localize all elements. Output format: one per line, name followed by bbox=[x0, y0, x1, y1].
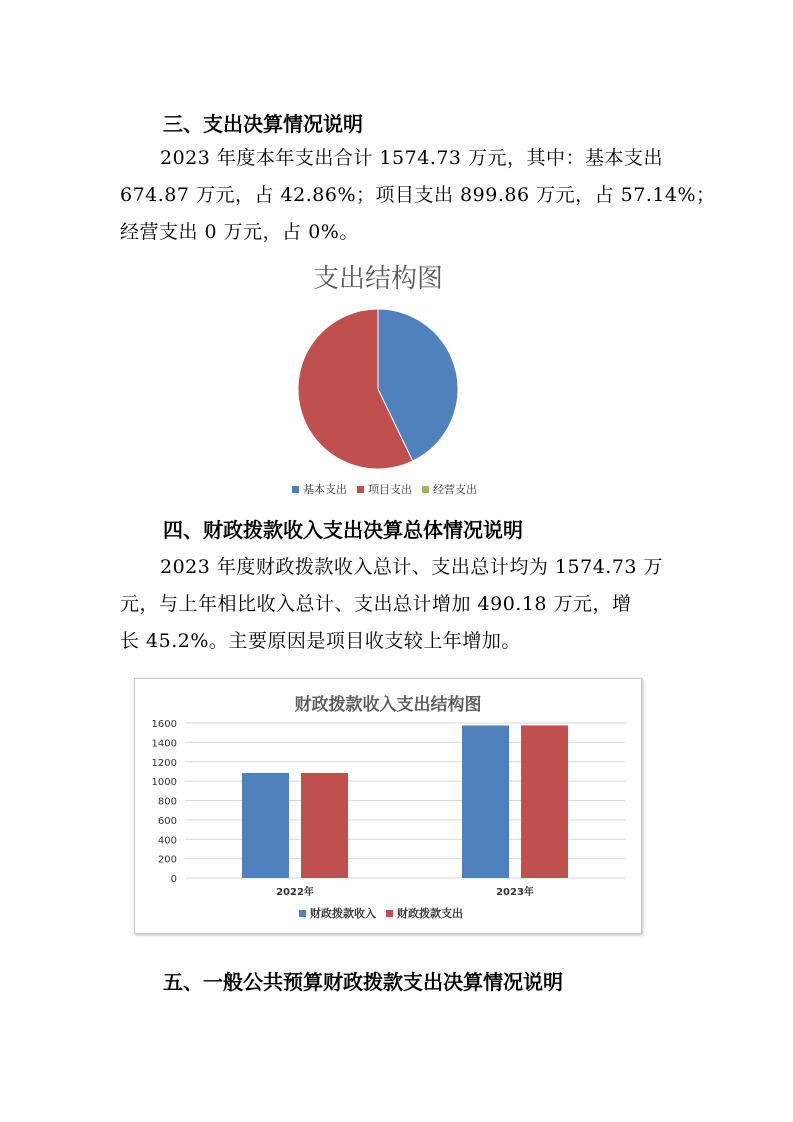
section4-paragraph bbox=[120, 549, 680, 660]
pie-legend-swatch bbox=[292, 486, 299, 493]
bar-chart bbox=[135, 679, 641, 933]
y-tick-label: 400 bbox=[157, 835, 177, 847]
pie-legend-swatch bbox=[357, 486, 364, 493]
section4-line-1: 2023 年度财政拨款收入总计、支出总计均为 1574.73 万 bbox=[160, 556, 664, 578]
section3-paragraph bbox=[120, 140, 716, 251]
bar bbox=[242, 773, 289, 878]
y-tick-label: 1000 bbox=[151, 777, 177, 789]
y-tick-label: 1200 bbox=[151, 757, 177, 769]
bar bbox=[462, 725, 509, 878]
pie-legend-item bbox=[422, 481, 477, 497]
y-tick-label: 0 bbox=[170, 874, 177, 885]
pie-legend-label: 项目支出 bbox=[368, 483, 412, 496]
section3-heading: 三、支出决算情况说明 bbox=[163, 112, 363, 136]
section3-line-1: 2023 年度本年支出合计 1574.73 万元，其中：基本支出 bbox=[160, 147, 664, 169]
section5-heading: 五、一般公共预算财政拨款支出决算情况说明 bbox=[163, 970, 563, 994]
pie-legend-label: 经营支出 bbox=[433, 483, 477, 496]
section3-line-2: 674.87 万元，占 42.86%；项目支出 899.86 万元，占 57.14%； bbox=[120, 184, 716, 206]
bar-chart-frame bbox=[134, 678, 642, 934]
pie-legend-label: 基本支出 bbox=[303, 483, 347, 496]
pie-chart-title: 支出结构图 bbox=[312, 264, 443, 294]
bar-legend-label: 财政拨款收入 bbox=[310, 907, 376, 920]
bar bbox=[301, 773, 348, 878]
pie-legend-swatch bbox=[422, 486, 429, 493]
bar-legend-item bbox=[386, 905, 463, 921]
y-tick-label: 1600 bbox=[151, 719, 177, 730]
pie-legend-item bbox=[292, 481, 347, 497]
bar-legend-swatch bbox=[386, 910, 393, 917]
section3-line-3: 经营支出 0 万元，占 0%。 bbox=[120, 221, 359, 243]
bar-chart-title: 财政拨款收入支出结构图 bbox=[294, 695, 482, 715]
x-tick-label: 2022年 bbox=[276, 887, 314, 898]
bar-legend-label: 财政拨款支出 bbox=[397, 907, 463, 920]
bar-legend bbox=[299, 905, 463, 921]
section4-heading: 四、财政拨款收入支出决算总体情况说明 bbox=[163, 518, 523, 542]
y-tick-label: 200 bbox=[157, 854, 177, 866]
bar bbox=[521, 725, 568, 878]
bar-legend-item bbox=[299, 905, 376, 921]
x-tick-label: 2023年 bbox=[496, 887, 534, 898]
bar-legend-swatch bbox=[299, 910, 306, 917]
y-tick-label: 600 bbox=[157, 815, 177, 827]
y-tick-label: 1400 bbox=[151, 738, 177, 750]
pie-legend bbox=[292, 481, 477, 497]
pie-chart bbox=[290, 305, 466, 475]
section4-line-3: 长 45.2%。主要原因是项目收支较上年增加。 bbox=[120, 630, 521, 652]
section4-line-2: 元，与上年相比收入总计、支出总计增加 490.18 万元，增 bbox=[120, 593, 632, 615]
pie-legend-item bbox=[357, 481, 412, 497]
y-tick-label: 800 bbox=[157, 796, 177, 808]
